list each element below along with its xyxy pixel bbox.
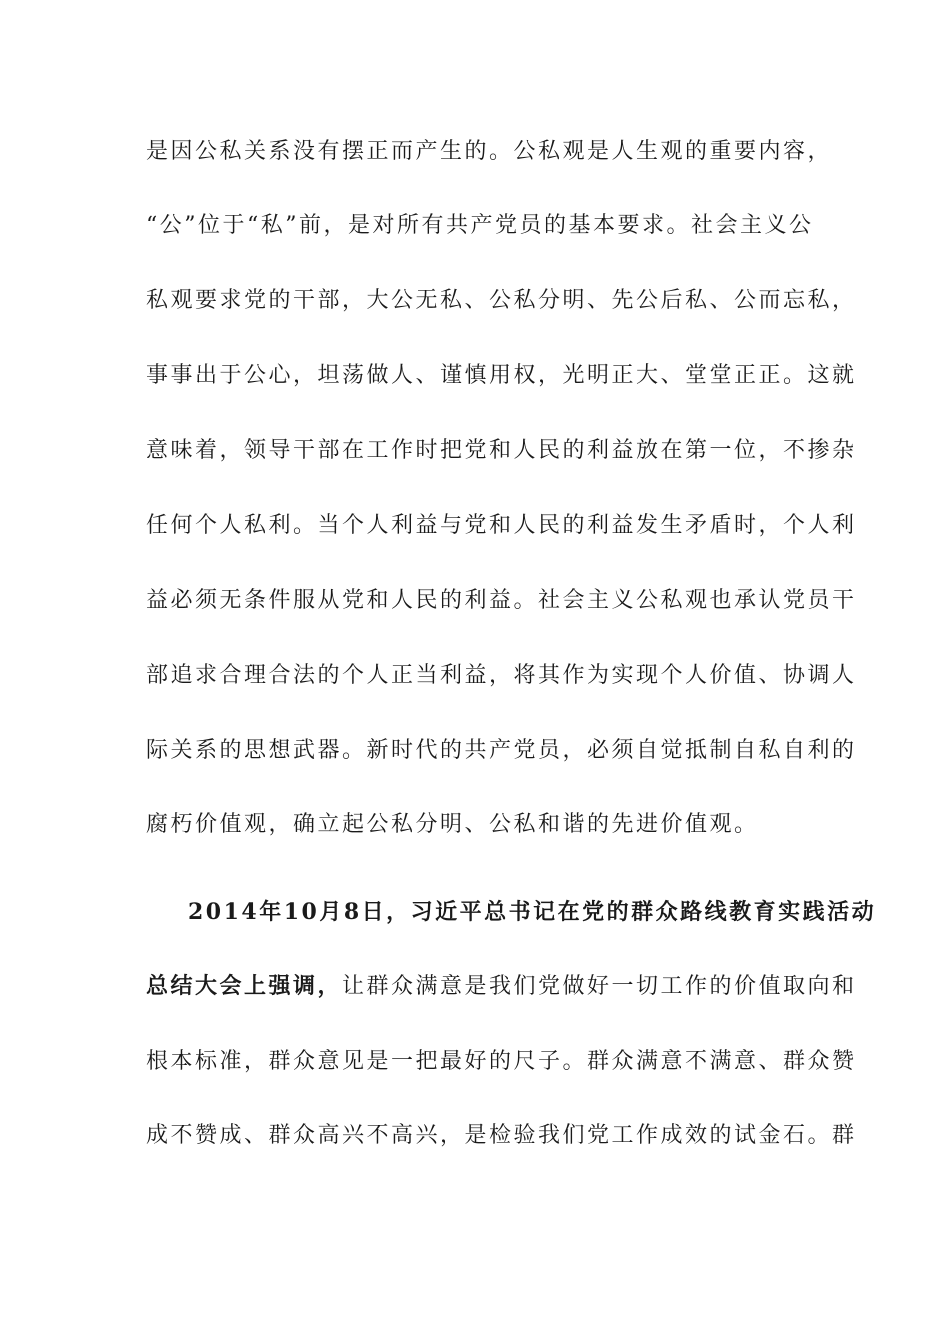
text-line: 际关系的思想武器。新时代的共产党员，必须自觉抵制自私自利的 — [146, 738, 857, 763]
text-line: 是因公私关系没有摆正而产生的。公私观是人生观的重要内容， — [146, 139, 833, 164]
text-line: 益必须无条件服从党和人民的利益。社会主义公私观也承认党员干 — [146, 588, 857, 613]
bold-lead-in: 总结大会上强调， — [146, 973, 343, 999]
text-line: 意味着，领导干部在工作时把党和人民的利益放在第一位，不掺杂 — [146, 438, 857, 463]
text-line: 根本标准，群众意见是一把最好的尺子。群众满意不满意、群众赞 — [146, 1049, 857, 1074]
text-line: 成不赞成、群众高兴不高兴，是检验我们党工作成效的试金石。群 — [146, 1123, 857, 1148]
text-line: 腐朽价值观，确立起公私分明、公私和谐的先进价值观。 — [146, 812, 759, 837]
text-line-bold: 2014年10月8日，习近平总书记在党的群众路线教育实践活动 — [188, 899, 877, 925]
text-line: “公”位于“私”前，是对所有共产党员的基本要求。社会主义公 — [146, 213, 814, 238]
text-line: 私观要求党的干部，大公无私、公私分明、先公后私、公而忘私， — [146, 288, 857, 313]
text-line: 事事出于公心，坦荡做人、谨慎用权，光明正大、堂堂正正。这就 — [146, 363, 857, 388]
text-line: 任何个人私利。当个人利益与党和人民的利益发生矛盾时，个人利 — [146, 513, 857, 538]
text-run: 让群众满意是我们党做好一切工作的价值取向和 — [342, 974, 857, 999]
text-line-mixed — [146, 972, 857, 1001]
text-line: 部追求合理合法的个人正当利益，将其作为实现个人价值、协调人 — [146, 663, 857, 688]
